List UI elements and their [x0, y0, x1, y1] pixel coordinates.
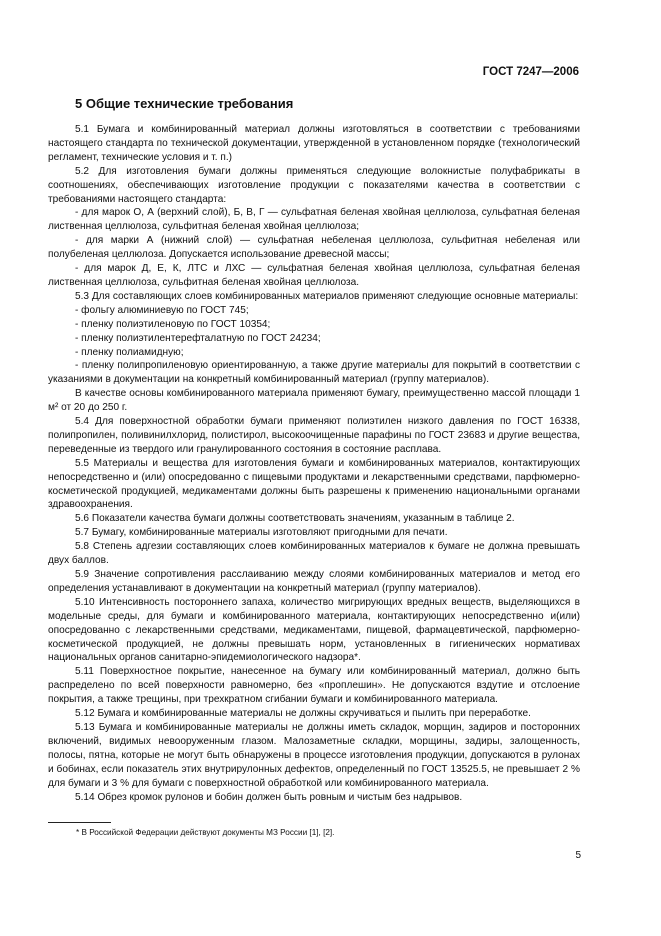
- paragraph: 5.11 Поверхностное покрытие, нанесенное на бумагу или комбинированный материал, должно быть распределено по всей поверхности равномерно, без «проплешин». Не допускаются вздутие и отслоение покрытия, а также трещины, при трехкратном сгибании бумаги и комбинированного материала.: [48, 666, 580, 706]
- paragraph: 5.6 Показатели качества бумаги должны соответствовать значениям, указанным в таблице 2.: [75, 513, 515, 525]
- list-item: - фольгу алюминиевую по ГОСТ 745;: [75, 304, 249, 316]
- section-title: 5 Общие технические требования: [75, 96, 294, 111]
- footnote-divider: [48, 822, 111, 823]
- page-number: 5: [575, 850, 581, 861]
- list-item: - пленку полиэтилентерефталатную по ГОСТ 24234;: [75, 332, 321, 344]
- footnote: * В Российской Федерации действуют документы МЗ России [1], [2].: [76, 828, 335, 837]
- paragraph: 5.4 Для поверхностной обработки бумаги применяют полиэтилен низкого давления по ГОСТ 16338, полипропилен, поливинилхлорид, полистирол, высокоочищенные парафины по ГОСТ 23683 и другие вещества, переведенные из твердого или гранулированного состояния в состояние расплава.: [48, 416, 580, 455]
- paragraph: 5.5 Материалы и вещества для изготовления бумаги и комбинированных материалов, контактирующих непосредственно и (или) опосредованно с пищевыми продуктами и лекарственными средствами, парфюмерно-косметической продукцией, медикаментами должны быть разрешены к применению национальными органами здравоохранения.: [48, 457, 580, 511]
- list-item: - пленку полиамидную;: [75, 346, 184, 358]
- list-item: - для марки А (нижний слой) — сульфатная небеленая целлюлоза, сульфитная небеленая или полубеленая целлюлоза. Допускается использование древесной массы;: [48, 235, 580, 261]
- paragraph: 5.3 Для составляющих слоев комбинированных материалов применяют следующие основные материалы:: [75, 290, 579, 302]
- paragraph: В качестве основы комбинированного материала применяют бумагу, преимущественно массой площади 1 м² от 20 до 250 г.: [48, 388, 580, 414]
- paragraph: 5.2 Для изготовления бумаги должны применяться следующие волокнистые полуфабрикаты в соотношениях, обеспечивающих изготовление продукции с показателями качества в соответствии с требованиями настоящего стандарта:: [48, 165, 580, 205]
- list-item: - пленку полипропиленовую ориентированную, а также другие материалы для покрытий в соответствии с указаниями в документации на конкретный комбинированный материал (группу материалов).: [48, 360, 580, 386]
- list-item: - для марок О, А (верхний слой), Б, В, Г — сульфатная беленая хвойная целлюлоза, сульфатная беленая лиственная целлюлоза, сульфитная беленая хвойная целлюлоза;: [48, 207, 580, 233]
- paragraph: 5.8 Степень адгезии составляющих слоев комбинированных материалов к бумаге не должна превышать двух баллов.: [48, 541, 580, 567]
- document-header: ГОСТ 7247—2006: [482, 66, 579, 78]
- list-item: - для марок Д, Е, К, ЛТС и ЛХС — сульфатная беленая хвойная целлюлоза, сульфатная беленая лиственная целлюлоза, сульфитная беленая хвойная целлюлоза.: [48, 263, 580, 288]
- paragraph: 5.7 Бумагу, комбинированные материалы изготовляют пригодными для печати.: [75, 527, 448, 539]
- body-text: [48, 123, 580, 804]
- paragraph: 5.10 Интенсивность постороннего запаха, количество мигрирующих вредных веществ, выделяющихся в модельные среды, для бумаги и комбинированного материала, контактирующих непосредственно и(или) опосредованно с лекарственными средствами, медикаментами, пищевой, фармацевтической, парфюмерно-косметической продукцией, не должны превышать норм, установленных в гигиенических нормативах национальных органов санитарно-эпидемиологического надзора*.: [48, 596, 580, 664]
- list-item: - пленку полиэтиленовую по ГОСТ 10354;: [75, 318, 271, 330]
- paragraph: 5.9 Значение сопротивления расслаиванию между слоями комбинированных материалов и метод его определения устанавливают в документации на конкретный материал (группу материалов).: [48, 569, 580, 594]
- paragraph: 5.13 Бумага и комбинированные материалы не должны иметь складок, морщин, задиров и посторонних включений, видимых невооруженным глазом. Малозаметные складки, морщины, задиры, залощенность, полосы, пятна, которые не могут быть обнаружены в процессе изготовления продукции, допускаются в рулонах и бобинах, если показатель этих внутрирулонных дефектов, определенный по ГОСТ 13525.5, не превышает 2 % для бумаги и 3 % для бумаги с поверхностной обработкой или комбинированного материала.: [48, 721, 580, 789]
- paragraph: 5.1 Бумага и комбинированный материал должны изготовляться в соответствии с требованиями настоящего стандарта по технической документации, утвержденной в установленном порядке (технологический регламент, технические условия и т. п.): [48, 124, 580, 163]
- paragraph: 5.12 Бумага и комбинированные материалы не должны скручиваться и пылить при переработке.: [75, 708, 531, 720]
- paragraph: 5.14 Обрез кромок рулонов и бобин должен быть ровным и чистым без надрывов.: [75, 791, 463, 803]
